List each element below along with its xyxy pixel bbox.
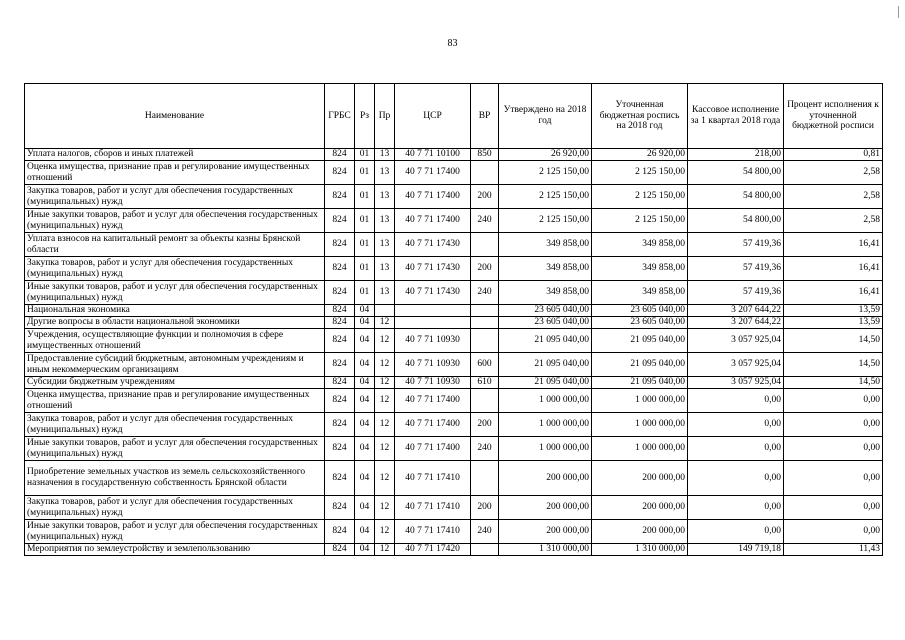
cell-approved: 21 095 040,00 xyxy=(499,377,592,389)
cell-refined: 21 095 040,00 xyxy=(592,329,688,353)
cell-csr xyxy=(395,305,471,317)
cell-name: Иные закупки товаров, работ и услуг для обеспечения государственных (муниципальных) нужд xyxy=(25,281,325,305)
table-row xyxy=(25,413,883,437)
cell-pr: 12 xyxy=(375,389,395,413)
cell-grbs: 824 xyxy=(325,377,355,389)
cell-grbs: 824 xyxy=(325,281,355,305)
cell-cash: 54 800,00 xyxy=(688,161,784,185)
cell-percent: 0,00 xyxy=(784,496,883,520)
cell-approved: 1 310 000,00 xyxy=(499,544,592,556)
cell-cash: 54 800,00 xyxy=(688,209,784,233)
cell-pr: 12 xyxy=(375,544,395,556)
cell-cash: 57 419,36 xyxy=(688,257,784,281)
cell-vr: 850 xyxy=(471,149,499,161)
table-row xyxy=(25,305,883,317)
col-header-grbs: ГРБС xyxy=(325,84,355,149)
table-row xyxy=(25,389,883,413)
cell-pr: 13 xyxy=(375,233,395,257)
cell-approved: 349 858,00 xyxy=(499,233,592,257)
cell-cash: 218,00 xyxy=(688,149,784,161)
cell-vr xyxy=(471,233,499,257)
cell-refined: 200 000,00 xyxy=(592,520,688,544)
cell-csr: 40 7 71 17410 xyxy=(395,496,471,520)
cell-percent: 11,43 xyxy=(784,544,883,556)
cell-percent: 16,41 xyxy=(784,233,883,257)
cell-vr xyxy=(471,389,499,413)
cell-name: Предоставление субсидий бюджетным, автономным учреждениям и иным некоммерческим организациям xyxy=(25,353,325,377)
cell-approved: 2 125 150,00 xyxy=(499,161,592,185)
cell-percent: 0,00 xyxy=(784,413,883,437)
cell-csr: 40 7 71 17400 xyxy=(395,185,471,209)
cell-refined: 26 920,00 xyxy=(592,149,688,161)
cell-approved: 2 125 150,00 xyxy=(499,185,592,209)
cell-approved: 1 000 000,00 xyxy=(499,413,592,437)
cell-approved: 1 000 000,00 xyxy=(499,437,592,461)
cell-percent: 2,58 xyxy=(784,185,883,209)
cell-csr: 40 7 71 10930 xyxy=(395,353,471,377)
cell-cash: 0,00 xyxy=(688,437,784,461)
cell-pr: 13 xyxy=(375,161,395,185)
cell-name: Уплата налогов, сборов и иных платежей xyxy=(25,149,325,161)
table-row xyxy=(25,185,883,209)
cell-approved: 1 000 000,00 xyxy=(499,389,592,413)
cell-vr: 200 xyxy=(471,496,499,520)
cell-csr: 40 7 71 17430 xyxy=(395,281,471,305)
table-row xyxy=(25,281,883,305)
table-row xyxy=(25,353,883,377)
col-header-name: Наименование xyxy=(25,84,325,149)
cell-pr: 12 xyxy=(375,461,395,496)
cell-csr: 40 7 71 17400 xyxy=(395,209,471,233)
cell-pr: 13 xyxy=(375,281,395,305)
cell-approved: 349 858,00 xyxy=(499,281,592,305)
cell-rz: 04 xyxy=(355,544,375,556)
cell-pr: 12 xyxy=(375,437,395,461)
cell-pr: 12 xyxy=(375,317,395,329)
cell-csr: 40 7 71 10930 xyxy=(395,329,471,353)
cell-name: Учреждения, осуществляющие функции и полномочия в сфере имущественных отношений xyxy=(25,329,325,353)
table-row xyxy=(25,257,883,281)
cell-refined: 2 125 150,00 xyxy=(592,161,688,185)
cell-percent: 14,50 xyxy=(784,353,883,377)
cell-cash: 0,00 xyxy=(688,461,784,496)
header-row xyxy=(25,84,883,149)
col-header-pr: Пр xyxy=(375,84,395,149)
cell-cash: 57 419,36 xyxy=(688,281,784,305)
cell-vr xyxy=(471,305,499,317)
cell-name: Оценка имущества, признание прав и регулирование имущественных отношений xyxy=(25,161,325,185)
cell-pr: 12 xyxy=(375,496,395,520)
cell-csr: 40 7 71 17400 xyxy=(395,413,471,437)
cell-percent: 0,00 xyxy=(784,461,883,496)
cell-grbs: 824 xyxy=(325,389,355,413)
cell-refined: 349 858,00 xyxy=(592,281,688,305)
cell-percent: 16,41 xyxy=(784,281,883,305)
table-row xyxy=(25,149,883,161)
cell-csr: 40 7 71 17410 xyxy=(395,520,471,544)
cell-rz: 01 xyxy=(355,257,375,281)
cell-refined: 349 858,00 xyxy=(592,233,688,257)
cell-grbs: 824 xyxy=(325,149,355,161)
cell-grbs: 824 xyxy=(325,496,355,520)
cell-csr: 40 7 71 17430 xyxy=(395,257,471,281)
cell-grbs: 824 xyxy=(325,353,355,377)
cell-grbs: 824 xyxy=(325,544,355,556)
cell-cash: 149 719,18 xyxy=(688,544,784,556)
table-row xyxy=(25,161,883,185)
cell-csr: 40 7 71 17400 xyxy=(395,437,471,461)
table-row xyxy=(25,544,883,556)
cell-refined: 21 095 040,00 xyxy=(592,353,688,377)
cell-csr xyxy=(395,317,471,329)
cell-vr: 240 xyxy=(471,520,499,544)
cell-name: Закупка товаров, работ и услуг для обеспечения государственных (муниципальных) нужд xyxy=(25,496,325,520)
cell-rz: 01 xyxy=(355,233,375,257)
cell-cash: 3 057 925,04 xyxy=(688,353,784,377)
cell-percent: 16,41 xyxy=(784,257,883,281)
cell-percent: 13,59 xyxy=(784,317,883,329)
cell-pr: 12 xyxy=(375,377,395,389)
cell-percent: 0,81 xyxy=(784,149,883,161)
cell-csr: 40 7 71 17410 xyxy=(395,461,471,496)
cell-approved: 349 858,00 xyxy=(499,257,592,281)
cell-refined: 200 000,00 xyxy=(592,461,688,496)
cell-approved: 26 920,00 xyxy=(499,149,592,161)
cell-grbs: 824 xyxy=(325,209,355,233)
cell-pr: 12 xyxy=(375,413,395,437)
cell-rz: 04 xyxy=(355,413,375,437)
cell-rz: 04 xyxy=(355,389,375,413)
cell-vr: 240 xyxy=(471,437,499,461)
cell-grbs: 824 xyxy=(325,185,355,209)
cell-name: Приобретение земельных участков из земель сельскохозяйственного назначения в государственную собственность Брянской области xyxy=(25,461,325,496)
cell-percent: 0,00 xyxy=(784,520,883,544)
cell-approved: 200 000,00 xyxy=(499,496,592,520)
cell-rz: 04 xyxy=(355,353,375,377)
cell-refined: 1 000 000,00 xyxy=(592,413,688,437)
col-header-approved: Утверждено на 2018 год xyxy=(499,84,592,149)
cell-vr: 240 xyxy=(471,209,499,233)
cell-grbs: 824 xyxy=(325,437,355,461)
cell-pr: 12 xyxy=(375,329,395,353)
cell-cash: 0,00 xyxy=(688,520,784,544)
table-row xyxy=(25,329,883,353)
cell-refined: 2 125 150,00 xyxy=(592,209,688,233)
cell-refined: 349 858,00 xyxy=(592,257,688,281)
cell-rz: 04 xyxy=(355,329,375,353)
cell-vr: 200 xyxy=(471,185,499,209)
cell-cash: 0,00 xyxy=(688,413,784,437)
cell-vr: 240 xyxy=(471,281,499,305)
cell-name: Закупка товаров, работ и услуг для обеспечения государственных (муниципальных) нужд xyxy=(25,257,325,281)
table-row xyxy=(25,437,883,461)
cell-percent: 0,00 xyxy=(784,389,883,413)
cell-refined: 1 000 000,00 xyxy=(592,437,688,461)
col-header-cash: Кассовое исполнение за 1 квартал 2018 года xyxy=(688,84,784,149)
cell-rz: 04 xyxy=(355,305,375,317)
cell-pr: 12 xyxy=(375,520,395,544)
cell-rz: 04 xyxy=(355,377,375,389)
cell-rz: 01 xyxy=(355,281,375,305)
cell-refined: 23 605 040,00 xyxy=(592,317,688,329)
table-row xyxy=(25,377,883,389)
cell-pr: 13 xyxy=(375,185,395,209)
page-number: 83 xyxy=(447,38,458,49)
cell-rz: 04 xyxy=(355,496,375,520)
cell-percent: 14,50 xyxy=(784,377,883,389)
cell-vr xyxy=(471,161,499,185)
cell-vr: 610 xyxy=(471,377,499,389)
cell-grbs: 824 xyxy=(325,233,355,257)
cell-name: Другие вопросы в области национальной экономики xyxy=(25,317,325,329)
cell-name: Закупка товаров, работ и услуг для обеспечения государственных (муниципальных) нужд xyxy=(25,185,325,209)
table-row xyxy=(25,209,883,233)
cell-grbs: 824 xyxy=(325,461,355,496)
table-row xyxy=(25,520,883,544)
cell-cash: 0,00 xyxy=(688,496,784,520)
cell-percent: 2,58 xyxy=(784,161,883,185)
cell-refined: 1 310 000,00 xyxy=(592,544,688,556)
cell-vr: 200 xyxy=(471,257,499,281)
budget-table xyxy=(24,83,883,556)
cell-rz: 01 xyxy=(355,209,375,233)
scan-edge-mark xyxy=(898,6,899,18)
col-header-refined: Уточненная бюджетная роспись на 2018 год xyxy=(592,84,688,149)
cell-percent: 0,00 xyxy=(784,437,883,461)
cell-name: Национальная экономика xyxy=(25,305,325,317)
cell-cash: 3 057 925,04 xyxy=(688,329,784,353)
cell-rz: 01 xyxy=(355,185,375,209)
cell-refined: 200 000,00 xyxy=(592,496,688,520)
cell-approved: 23 605 040,00 xyxy=(499,317,592,329)
cell-cash: 54 800,00 xyxy=(688,185,784,209)
cell-pr: 13 xyxy=(375,209,395,233)
col-header-csr: ЦСР xyxy=(395,84,471,149)
cell-name: Уплата взносов на капитальный ремонт за объекты казны Брянской области xyxy=(25,233,325,257)
cell-grbs: 824 xyxy=(325,257,355,281)
cell-csr: 40 7 71 17430 xyxy=(395,233,471,257)
cell-csr: 40 7 71 17400 xyxy=(395,161,471,185)
cell-rz: 04 xyxy=(355,520,375,544)
cell-refined: 2 125 150,00 xyxy=(592,185,688,209)
cell-name: Субсидии бюджетным учреждениям xyxy=(25,377,325,389)
cell-name: Закупка товаров, работ и услуг для обеспечения государственных (муниципальных) нужд xyxy=(25,413,325,437)
cell-vr xyxy=(471,329,499,353)
table-body xyxy=(25,149,883,556)
cell-vr xyxy=(471,317,499,329)
cell-grbs: 824 xyxy=(325,161,355,185)
cell-vr xyxy=(471,544,499,556)
cell-grbs: 824 xyxy=(325,329,355,353)
cell-refined: 21 095 040,00 xyxy=(592,377,688,389)
cell-cash: 3 207 644,22 xyxy=(688,305,784,317)
cell-csr: 40 7 71 10930 xyxy=(395,377,471,389)
cell-name: Мероприятия по землеустройству и землепользованию xyxy=(25,544,325,556)
cell-name: Иные закупки товаров, работ и услуг для обеспечения государственных (муниципальных) нужд xyxy=(25,209,325,233)
table-row xyxy=(25,461,883,496)
cell-name: Иные закупки товаров, работ и услуг для обеспечения государственных (муниципальных) нужд xyxy=(25,437,325,461)
cell-grbs: 824 xyxy=(325,305,355,317)
cell-percent: 2,58 xyxy=(784,209,883,233)
cell-rz: 01 xyxy=(355,161,375,185)
cell-grbs: 824 xyxy=(325,317,355,329)
cell-vr: 600 xyxy=(471,353,499,377)
cell-vr xyxy=(471,461,499,496)
cell-grbs: 824 xyxy=(325,520,355,544)
cell-cash: 57 419,36 xyxy=(688,233,784,257)
cell-grbs: 824 xyxy=(325,413,355,437)
cell-rz: 01 xyxy=(355,149,375,161)
cell-refined: 23 605 040,00 xyxy=(592,305,688,317)
cell-csr: 40 7 71 17400 xyxy=(395,389,471,413)
cell-approved: 21 095 040,00 xyxy=(499,329,592,353)
col-header-rz: Рз xyxy=(355,84,375,149)
cell-pr: 13 xyxy=(375,149,395,161)
cell-name: Иные закупки товаров, работ и услуг для обеспечения государственных (муниципальных) нужд xyxy=(25,520,325,544)
cell-rz: 04 xyxy=(355,437,375,461)
cell-name: Оценка имущества, признание прав и регулирование имущественных отношений xyxy=(25,389,325,413)
table-row xyxy=(25,317,883,329)
cell-cash: 3 057 925,04 xyxy=(688,377,784,389)
cell-approved: 23 605 040,00 xyxy=(499,305,592,317)
cell-percent: 13,59 xyxy=(784,305,883,317)
cell-refined: 1 000 000,00 xyxy=(592,389,688,413)
cell-csr: 40 7 71 10100 xyxy=(395,149,471,161)
table-row xyxy=(25,496,883,520)
cell-approved: 2 125 150,00 xyxy=(499,209,592,233)
col-header-vr: ВР xyxy=(471,84,499,149)
cell-vr: 200 xyxy=(471,413,499,437)
cell-approved: 21 095 040,00 xyxy=(499,353,592,377)
cell-approved: 200 000,00 xyxy=(499,461,592,496)
cell-percent: 14,50 xyxy=(784,329,883,353)
cell-csr: 40 7 71 17420 xyxy=(395,544,471,556)
cell-cash: 3 207 644,22 xyxy=(688,317,784,329)
cell-rz: 04 xyxy=(355,461,375,496)
cell-pr: 12 xyxy=(375,353,395,377)
col-header-percent: Процент исполнения к уточненной бюджетной росписи xyxy=(784,84,883,149)
cell-cash: 0,00 xyxy=(688,389,784,413)
cell-rz: 04 xyxy=(355,317,375,329)
cell-pr: 13 xyxy=(375,257,395,281)
cell-pr xyxy=(375,305,395,317)
table-row xyxy=(25,233,883,257)
cell-approved: 200 000,00 xyxy=(499,520,592,544)
